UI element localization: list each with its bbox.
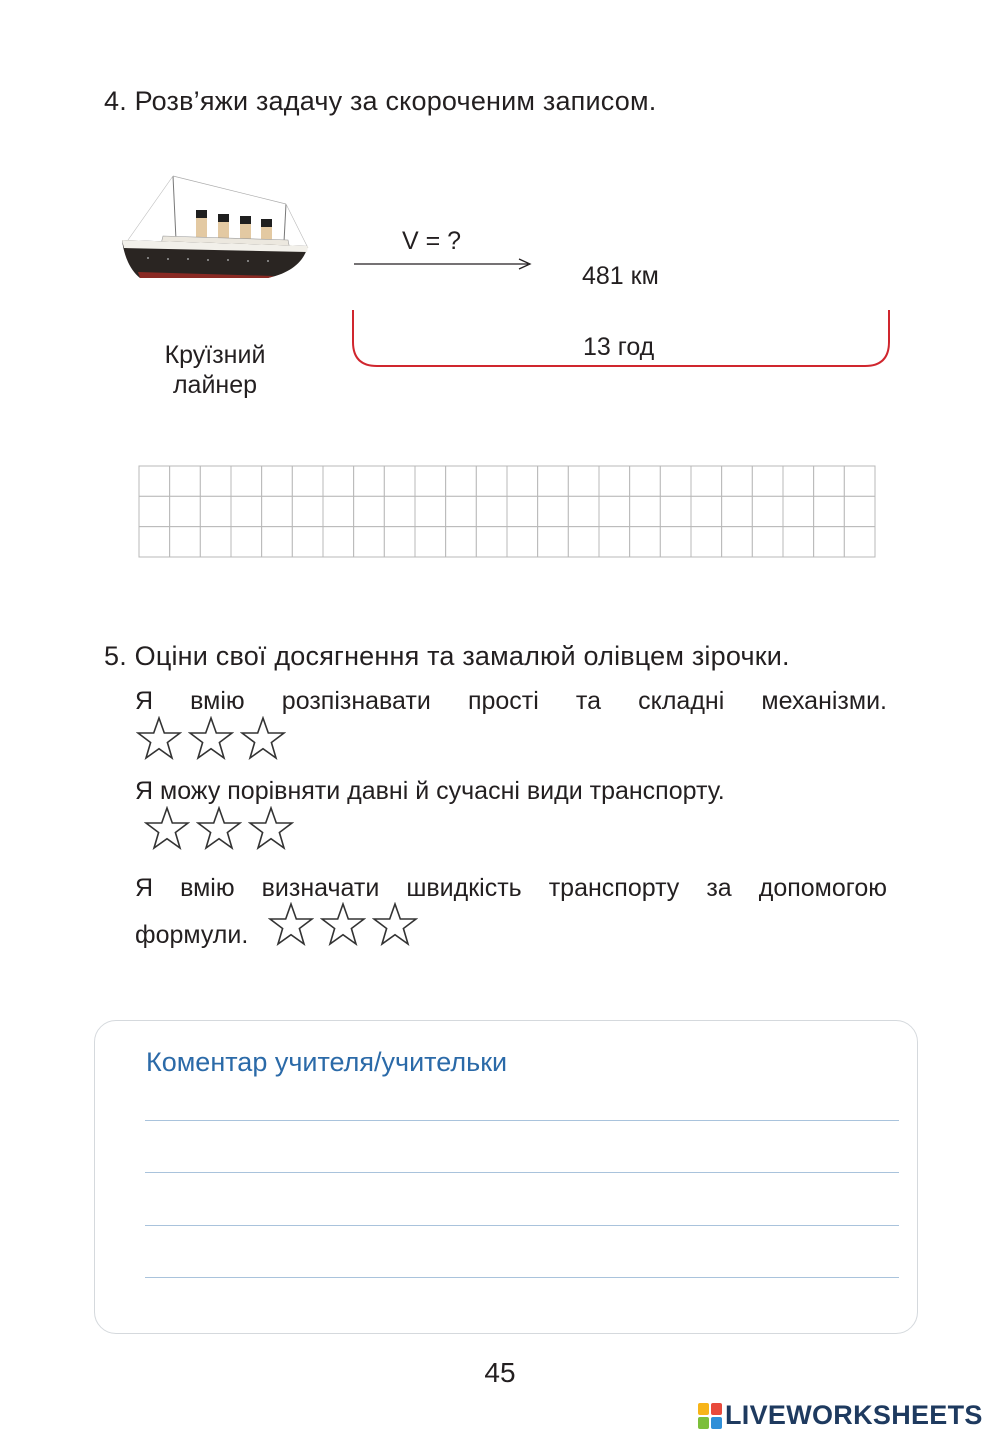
grid-cell[interactable] <box>139 496 170 526</box>
grid-cell[interactable] <box>568 527 599 557</box>
comment-line[interactable] <box>145 1120 899 1121</box>
grid-cell[interactable] <box>262 527 293 557</box>
grid-cell[interactable] <box>814 527 845 557</box>
grid-cell[interactable] <box>323 466 354 496</box>
grid-cell[interactable] <box>752 496 783 526</box>
grid-cell[interactable] <box>507 496 538 526</box>
grid-cell[interactable] <box>660 466 691 496</box>
grid-cell[interactable] <box>844 466 875 496</box>
grid-cell[interactable] <box>415 466 446 496</box>
grid-cell[interactable] <box>599 466 630 496</box>
statement-3: Я вмію визначати швидкість транспорту за допомогою <box>135 874 887 902</box>
grid-cell[interactable] <box>170 527 201 557</box>
grid-cell[interactable] <box>292 527 323 557</box>
grid-cell[interactable] <box>323 527 354 557</box>
grid-cell[interactable] <box>568 466 599 496</box>
grid-cell[interactable] <box>262 496 293 526</box>
grid-cell[interactable] <box>660 496 691 526</box>
teacher-comment-title: Коментар учителя/учительки <box>146 1047 508 1077</box>
grid-cell[interactable] <box>538 527 569 557</box>
grid-cell[interactable] <box>660 527 691 557</box>
ship-caption <box>140 340 290 400</box>
grid-cell[interactable] <box>568 496 599 526</box>
grid-cell[interactable] <box>814 466 845 496</box>
grid-cell[interactable] <box>415 527 446 557</box>
time-value: 13 год <box>583 333 655 361</box>
grid-cell[interactable] <box>354 527 385 557</box>
rating-stars-2 <box>144 806 294 850</box>
page-number: 45 <box>484 1357 516 1388</box>
star-outline-icon[interactable] <box>240 716 286 760</box>
grid-cell[interactable] <box>384 527 415 557</box>
cruise-liner-image <box>118 170 314 288</box>
grid-cell[interactable] <box>354 466 385 496</box>
grid-cell[interactable] <box>354 496 385 526</box>
grid-cell[interactable] <box>783 466 814 496</box>
grid-cell[interactable] <box>507 466 538 496</box>
grid-cell[interactable] <box>722 527 753 557</box>
grid-cell[interactable] <box>630 527 661 557</box>
grid-cell[interactable] <box>783 496 814 526</box>
ship-caption-line-1: Круїзний <box>164 341 266 369</box>
comment-line[interactable] <box>145 1225 899 1226</box>
grid-cell[interactable] <box>507 527 538 557</box>
rating-stars-3 <box>268 902 418 946</box>
grid-cell[interactable] <box>691 527 722 557</box>
grid-cell[interactable] <box>722 466 753 496</box>
speed-label: V = ? <box>402 227 462 255</box>
grid-cell[interactable] <box>476 496 507 526</box>
star-outline-icon[interactable] <box>136 716 182 760</box>
rating-stars-1 <box>136 716 286 760</box>
grid-cell[interactable] <box>844 527 875 557</box>
grid-cell[interactable] <box>752 527 783 557</box>
star-outline-icon[interactable] <box>144 806 190 850</box>
statement-1: Я вмію розпізнавати прості та складні механізми. <box>135 687 887 715</box>
grid-cell[interactable] <box>691 466 722 496</box>
star-outline-icon[interactable] <box>372 902 418 946</box>
statement-2: Я можу порівняти давні й сучасні види транспорту. <box>135 777 725 805</box>
direction-arrow-icon <box>353 256 535 272</box>
grid-cell[interactable] <box>384 466 415 496</box>
grid-cell[interactable] <box>722 496 753 526</box>
answer-grid[interactable] <box>138 465 876 558</box>
grid-cell[interactable] <box>139 527 170 557</box>
liveworksheets-logo-icon <box>698 1403 722 1429</box>
task-5-title: 5. Оціни свої досягнення та замалюй олівцем зірочки. <box>104 641 790 671</box>
star-outline-icon[interactable] <box>268 902 314 946</box>
grid-cell[interactable] <box>844 496 875 526</box>
grid-cell[interactable] <box>538 496 569 526</box>
grid-cell[interactable] <box>599 527 630 557</box>
grid-cell[interactable] <box>170 466 201 496</box>
grid-cell[interactable] <box>446 527 477 557</box>
grid-cell[interactable] <box>200 527 231 557</box>
grid-cell[interactable] <box>384 496 415 526</box>
grid-cell[interactable] <box>139 466 170 496</box>
statement-3-continuation: формули. <box>135 921 249 949</box>
grid-cell[interactable] <box>231 466 262 496</box>
grid-cell[interactable] <box>814 496 845 526</box>
grid-cell[interactable] <box>783 527 814 557</box>
grid-cell[interactable] <box>170 496 201 526</box>
grid-cell[interactable] <box>446 496 477 526</box>
ship-caption-line-2: лайнер <box>172 371 258 399</box>
star-outline-icon[interactable] <box>248 806 294 850</box>
grid-cell[interactable] <box>538 466 569 496</box>
grid-cell[interactable] <box>323 496 354 526</box>
grid-cell[interactable] <box>476 527 507 557</box>
grid-cell[interactable] <box>630 496 661 526</box>
grid-cell[interactable] <box>752 466 783 496</box>
brand <box>698 1400 983 1431</box>
grid-cell[interactable] <box>691 496 722 526</box>
star-outline-icon[interactable] <box>188 716 234 760</box>
star-outline-icon[interactable] <box>196 806 242 850</box>
grid-cell[interactable] <box>292 466 323 496</box>
comment-line[interactable] <box>145 1172 899 1173</box>
grid-cell[interactable] <box>476 466 507 496</box>
grid-cell[interactable] <box>231 496 262 526</box>
grid-cell[interactable] <box>415 496 446 526</box>
brand-name: LIVEWORKSHEETS <box>725 1400 983 1430</box>
distance-value: 481 км <box>582 262 659 290</box>
comment-line[interactable] <box>145 1277 899 1278</box>
star-outline-icon[interactable] <box>320 902 366 946</box>
grid-cell[interactable] <box>599 496 630 526</box>
grid-cell[interactable] <box>200 496 231 526</box>
grid-cell[interactable] <box>200 466 231 496</box>
task-4-title: 4. Розв’яжи задачу за скороченим записом. <box>104 86 657 116</box>
grid-cell[interactable] <box>262 466 293 496</box>
grid-cell[interactable] <box>630 466 661 496</box>
grid-cell[interactable] <box>292 496 323 526</box>
grid-cell[interactable] <box>231 527 262 557</box>
grid-cell[interactable] <box>446 466 477 496</box>
